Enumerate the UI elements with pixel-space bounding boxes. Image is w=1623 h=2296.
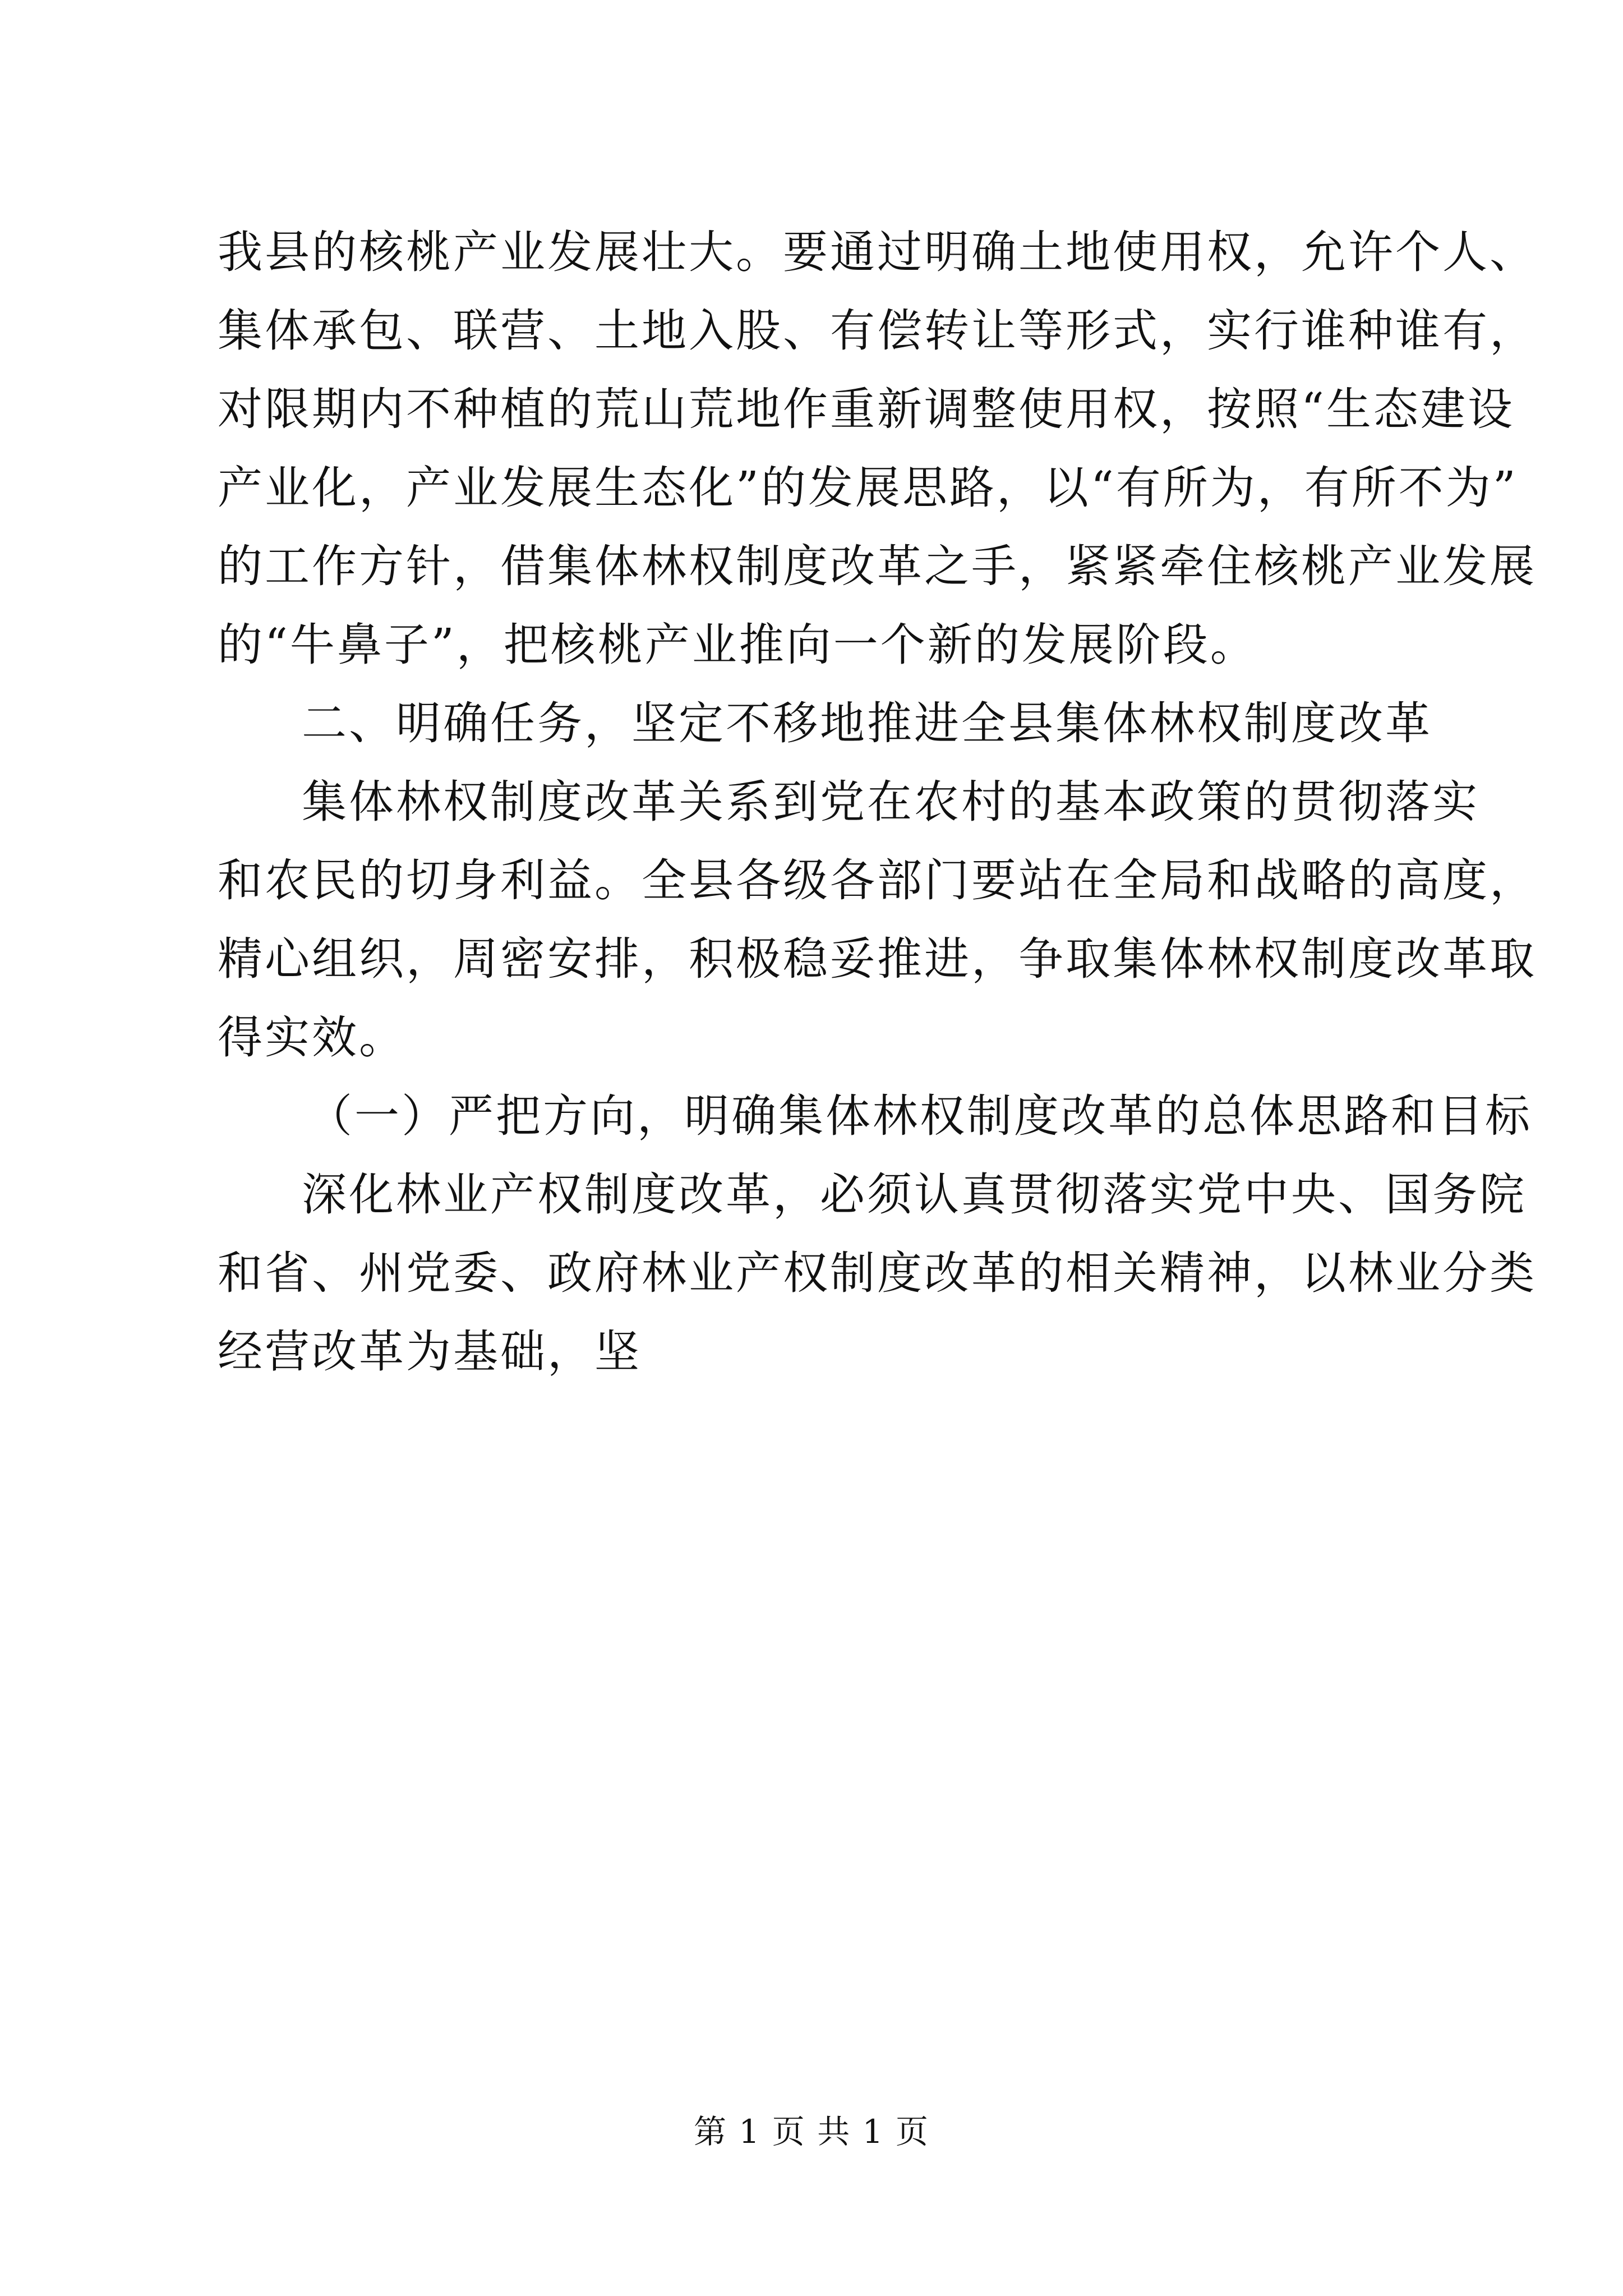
paragraph-line: 和省、州党委、政府林业产权制度改革的相关精神，以林业分类	[218, 1247, 1537, 1299]
section-heading: 二、明确任务，坚定不移地推进全县集体林权制度改革	[302, 697, 1432, 749]
paragraph-line: 集体林权制度改革关系到党在农村的基本政策的贯彻落实	[302, 776, 1479, 828]
paragraph-line: 得实效。	[218, 1011, 406, 1064]
document-body	[218, 213, 1537, 1391]
paragraph-line: 和农民的切身利益。全县各级各部门要站在全局和战略的高度，	[218, 854, 1537, 907]
paragraph-line: 深化林业产权制度改革，必须认真贯彻落实党中央、国务院	[302, 1168, 1527, 1221]
paragraph-line: 产业化，产业发展生态化”的发展思路，以“有所为，有所不为”	[218, 462, 1518, 514]
paragraph-line: 对限期内不种植的荒山荒地作重新调整使用权，按照“生态建设	[218, 383, 1515, 435]
paragraph-line: 我县的核桃产业发展壮大。要通过明确土地使用权，允许个人、	[218, 226, 1537, 278]
subsection-heading: （一）严把方向，明确集体林权制度改革的总体思路和目标	[307, 1090, 1532, 1142]
page-footer: 第 1 页 共 1 页	[694, 2113, 929, 2151]
paragraph-line: 的工作方针，借集体林权制度改革之手，紧紧牵住核桃产业发展	[218, 540, 1537, 592]
paragraph-line: 精心组织，周密安排，积极稳妥推进，争取集体林权制度改革取	[218, 933, 1537, 985]
paragraph-line: 的“牛鼻子”，把核桃产业推向一个新的发展阶段。	[218, 619, 1257, 671]
paragraph-line: 集体承包、联营、土地入股、有偿转让等形式，实行谁种谁有，	[218, 305, 1537, 357]
paragraph-line: 经营改革为基础，坚	[218, 1326, 642, 1378]
